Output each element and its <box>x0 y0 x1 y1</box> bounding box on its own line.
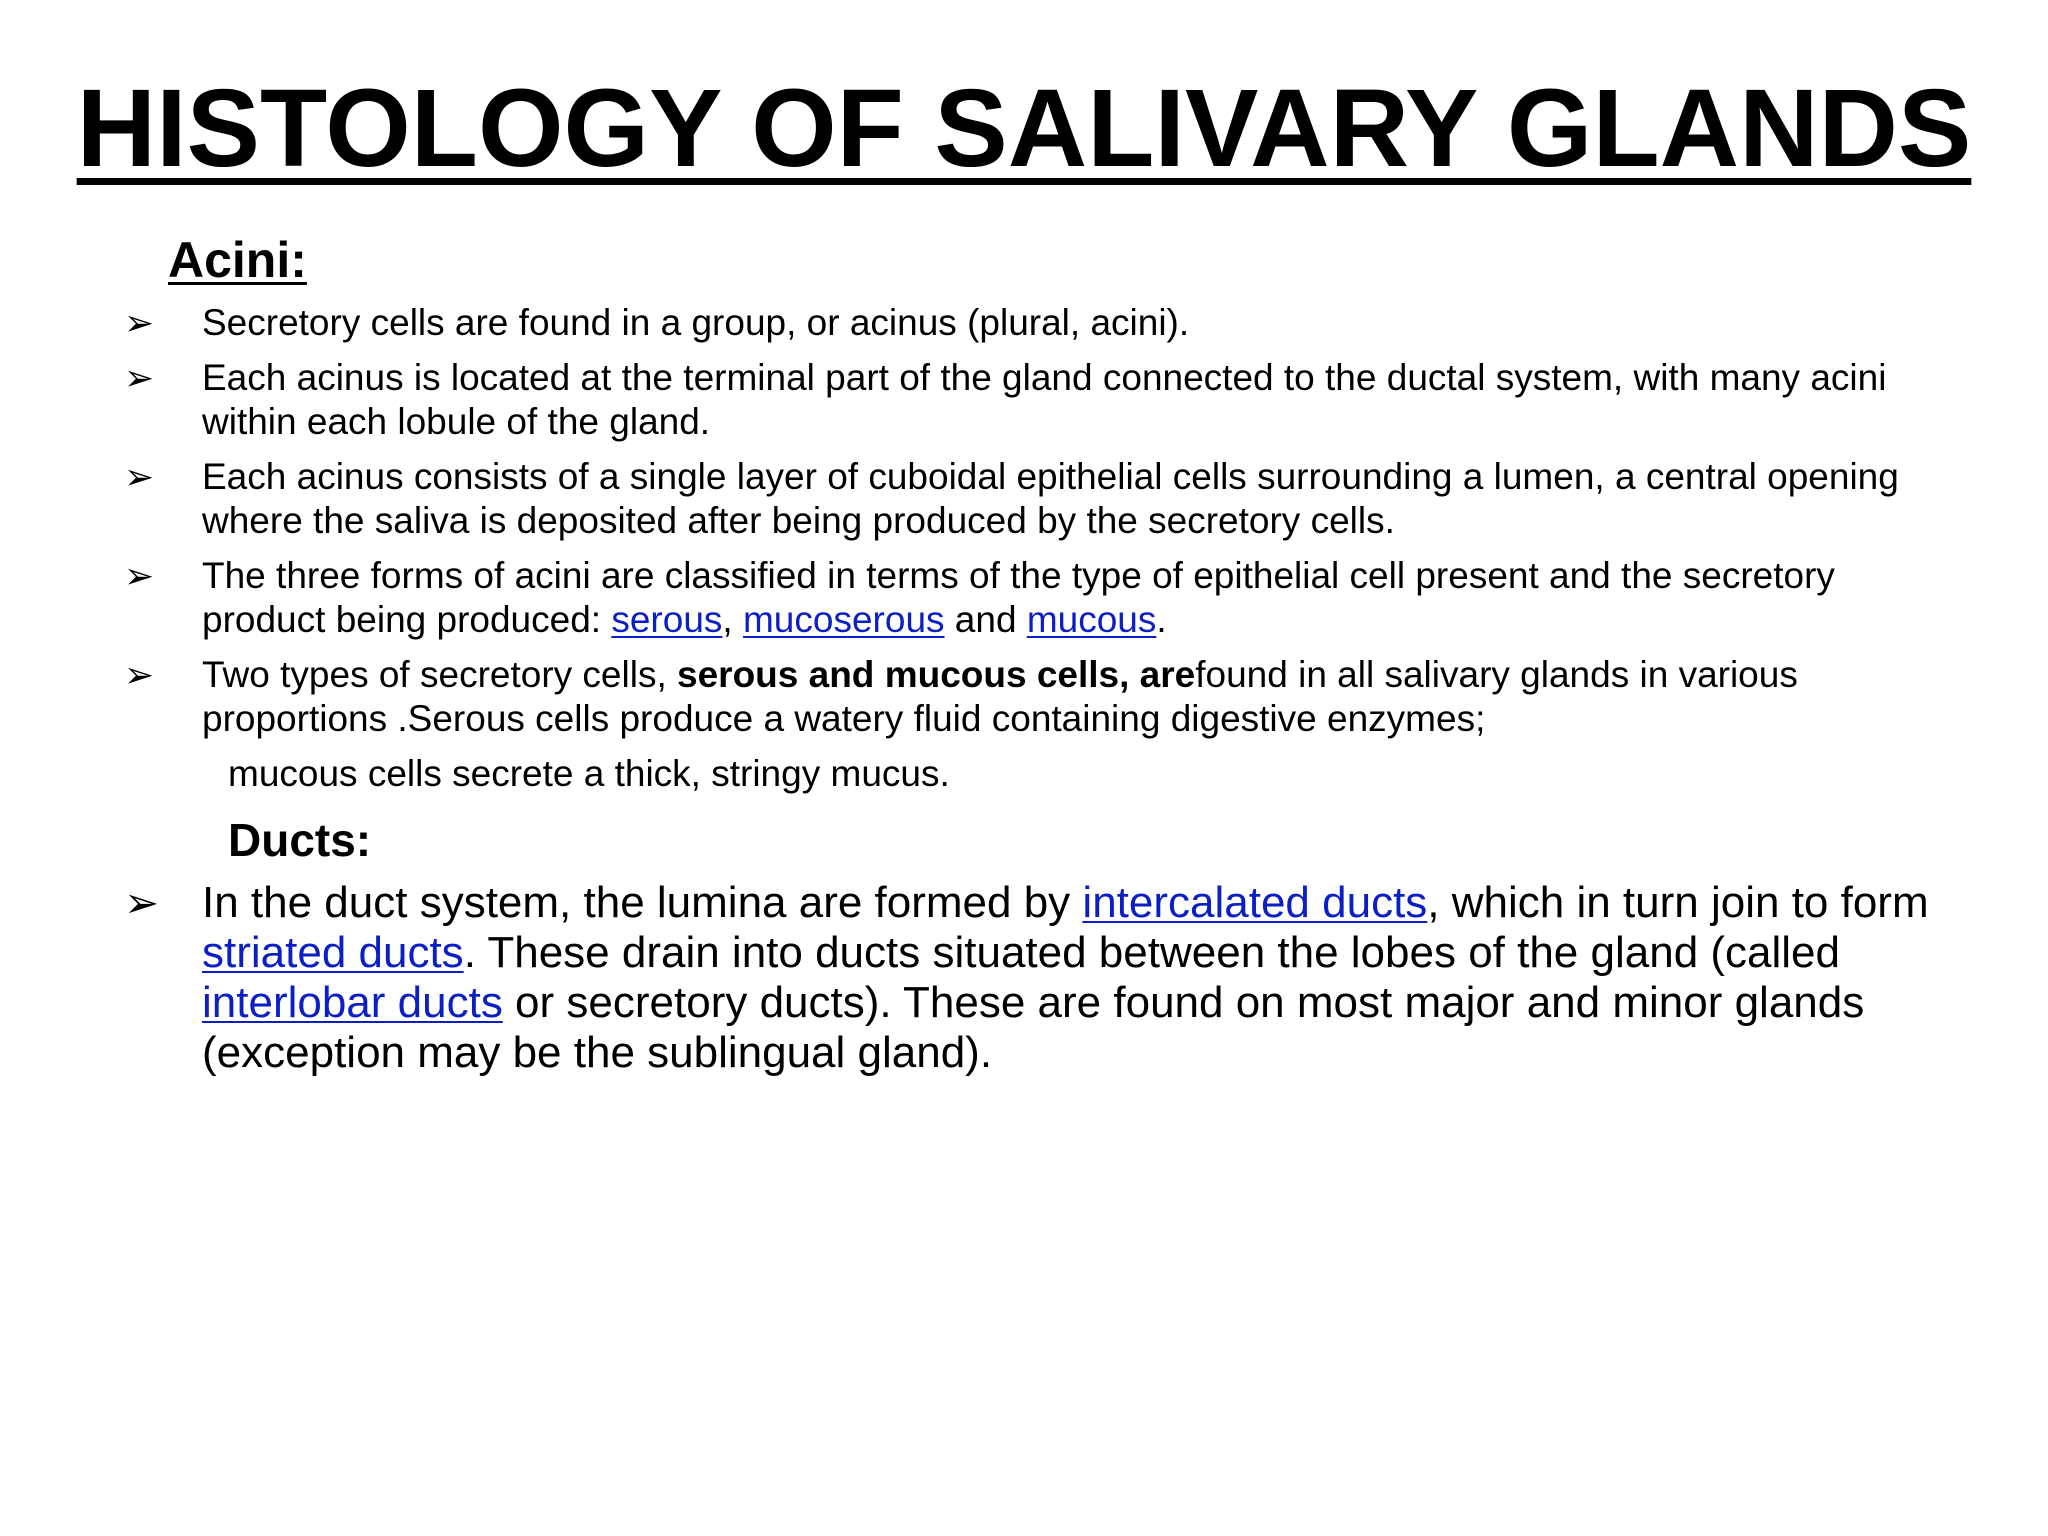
bullet-text-part: found in all salivary glands in various proportions .Serous cells produce a watery fluid containing digestive enzymes; <box>202 654 1798 739</box>
bullet-text-part: , which in turn join to form <box>1427 878 1929 927</box>
intercalated-ducts-link[interactable]: intercalated ducts <box>1082 878 1428 927</box>
striated-ducts-link[interactable]: striated ducts <box>202 928 464 977</box>
arrowhead-bullet-icon: ➢ <box>124 456 155 497</box>
bullet-text-part: The three forms of acini are classified in terms of the type of epithelial cell present and the secretory product being produced: <box>202 555 1835 640</box>
bullet-text-part: or secretory ducts). These are found on most major and minor glands (exception may be the sublingual gland). <box>202 978 1865 1077</box>
ducts-heading: Ducts: <box>228 814 372 866</box>
list-item <box>124 301 1944 345</box>
continuation-text: mucous cells secrete a thick, stringy mucus. <box>228 753 950 794</box>
bullet-text: Secretory cells are found in a group, or acinus (plural, acini). <box>202 302 1190 343</box>
bullet-text: Each acinus is located at the terminal part of the gland connected to the ductal system, with many acini within each lobule of the gland. <box>202 357 1887 442</box>
list-item <box>124 356 1944 444</box>
page-title: HISTOLOGY OF SALIVARY GLANDS <box>76 67 1972 190</box>
acini-heading: Acini: <box>168 232 307 288</box>
arrowhead-bullet-icon: ➢ <box>124 357 155 398</box>
bullet-text-part: In the duct system, the lumina are formed by <box>202 878 1083 927</box>
list-item <box>124 878 1944 1078</box>
bullet-text <box>202 653 1944 741</box>
bullet-text <box>202 878 1944 1078</box>
list-item <box>124 455 1944 543</box>
separator: , <box>722 599 743 640</box>
list-item <box>124 653 1944 741</box>
separator: and <box>944 599 1027 640</box>
arrowhead-bullet-icon: ➢ <box>124 302 155 343</box>
list-item <box>124 554 1944 642</box>
interlobar-ducts-link[interactable]: interlobar ducts <box>202 978 503 1027</box>
mucous-link[interactable]: mucous <box>1026 599 1157 640</box>
bullet-text-part: . These drain into ducts situated between the lobes of the gland (called <box>463 928 1840 977</box>
mucoserous-link[interactable]: mucoserous <box>742 599 945 640</box>
bold-text: serous and mucous cells, are <box>677 654 1196 695</box>
bullet-text-part: Two types of secretory cells, <box>202 654 678 695</box>
serous-link[interactable]: serous <box>611 599 723 640</box>
bullet-text <box>202 554 1944 642</box>
bullet-text: Each acinus consists of a single layer of cuboidal epithelial cells surrounding a lumen, a central opening where the saliva is deposited after being produced by the secretory cells. <box>202 456 1899 541</box>
bullet-text-part: . <box>1156 599 1167 640</box>
arrowhead-bullet-icon: ➢ <box>124 879 160 926</box>
arrowhead-bullet-icon: ➢ <box>124 654 155 695</box>
arrowhead-bullet-icon: ➢ <box>124 555 155 596</box>
